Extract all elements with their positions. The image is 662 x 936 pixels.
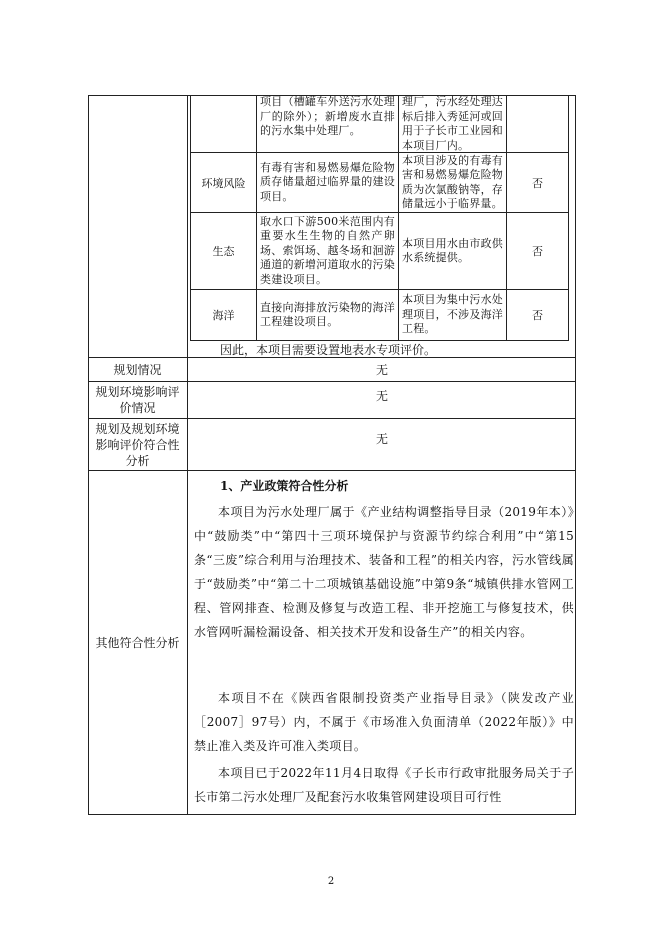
- result-cell: 否: [506, 153, 568, 212]
- criteria-cell: 有毒有害和易燃易爆危险物质存储量超过临界量的建设项目。: [256, 153, 398, 212]
- row-value-planning: 无: [375, 362, 388, 377]
- nested-criteria-table: [190, 95, 569, 341]
- category-cell: [191, 95, 256, 152]
- conclusion-text: 因此，本项目需要设置地表水专项评价。: [220, 343, 437, 357]
- table-row: [191, 152, 568, 212]
- category-cell: 环境风险: [201, 176, 246, 190]
- table-row: [191, 289, 568, 340]
- paragraph-industry-policy: 本项目为污水处理厂属于《产业结构调整指导目录（2019年本）》中“鼓励类”中“第四十三项环境保护与资源节约综合利用”中“第15条“三废”综合利用与治理技术、装备和工程”的相关内容，污水管线属于“鼓励类”中“第二十二项城镇基础设施”中第9条“城镇供排水管网工程、管网排查、检测及修复与改造工程、非开挖施工与修复技术，供水管网听漏检漏设备、相关技术开发和设备生产”的相关内容。: [194, 505, 574, 639]
- project-cell: 本项目为集中污水处理项目，不涉及海洋工程。: [398, 290, 506, 340]
- table-row: [191, 95, 568, 152]
- row-label-planning-conformity: 规划及规划环境影响评价符合性分析: [95, 421, 180, 468]
- result-cell: 否: [506, 290, 568, 340]
- row-label-other-conformity: 其他符合性分析: [95, 636, 180, 650]
- row-label-planning-eia: 规划环境影响评价情况: [95, 385, 180, 415]
- paragraph-approval: 本项目已于2022年11月4日取得《子长市行政审批服务局关于子长市第二污水处理厂及配套污水收集管网建设项目可行性: [194, 766, 574, 804]
- paragraph-restricted-list: 本项目不在《陕西省限制投资类产业指导目录》（陕发改产业［2007］97号）内，不属于《市场准入负面清单（2022年版）》中禁止准入类及许可准入类项目。: [194, 691, 574, 753]
- table-row: [191, 212, 568, 289]
- result-cell: 否: [506, 213, 568, 289]
- project-cell: 本项目涉及的有毒有害和易燃易爆危险物质为次氯酸钠等，存储量远小于临界量。: [398, 153, 506, 212]
- criteria-cell: 取水口下游500米范围内有重要水生生物的自然产卵场、索饵场、越冬场和洄游通道的新增河道取水的污染类建设项目。: [256, 213, 398, 289]
- row-value-planning-conformity: 无: [375, 432, 388, 446]
- category-cell: 海洋: [212, 309, 235, 322]
- result-cell: [506, 95, 568, 152]
- row-value-planning-eia: 无: [375, 389, 388, 403]
- criteria-cell: 项目（槽罐车外送污水处理厂的除外）；新增废水直排的污水集中处理厂。: [256, 95, 398, 152]
- section-heading: 1、产业政策符合性分析: [220, 479, 349, 493]
- page-number: 2: [327, 876, 335, 887]
- project-cell: 理厂，污水经处理达标后排入秀延河或回用于子长市工业园和本项目厂内。: [398, 95, 506, 152]
- category-cell: 生态: [212, 245, 235, 258]
- row-label-planning: 规划情况: [113, 362, 162, 377]
- criteria-cell: 直接向海排放污染物的海洋工程建设项目。: [256, 290, 398, 340]
- project-cell: 本项目用水由市政供水系统提供。: [398, 213, 506, 289]
